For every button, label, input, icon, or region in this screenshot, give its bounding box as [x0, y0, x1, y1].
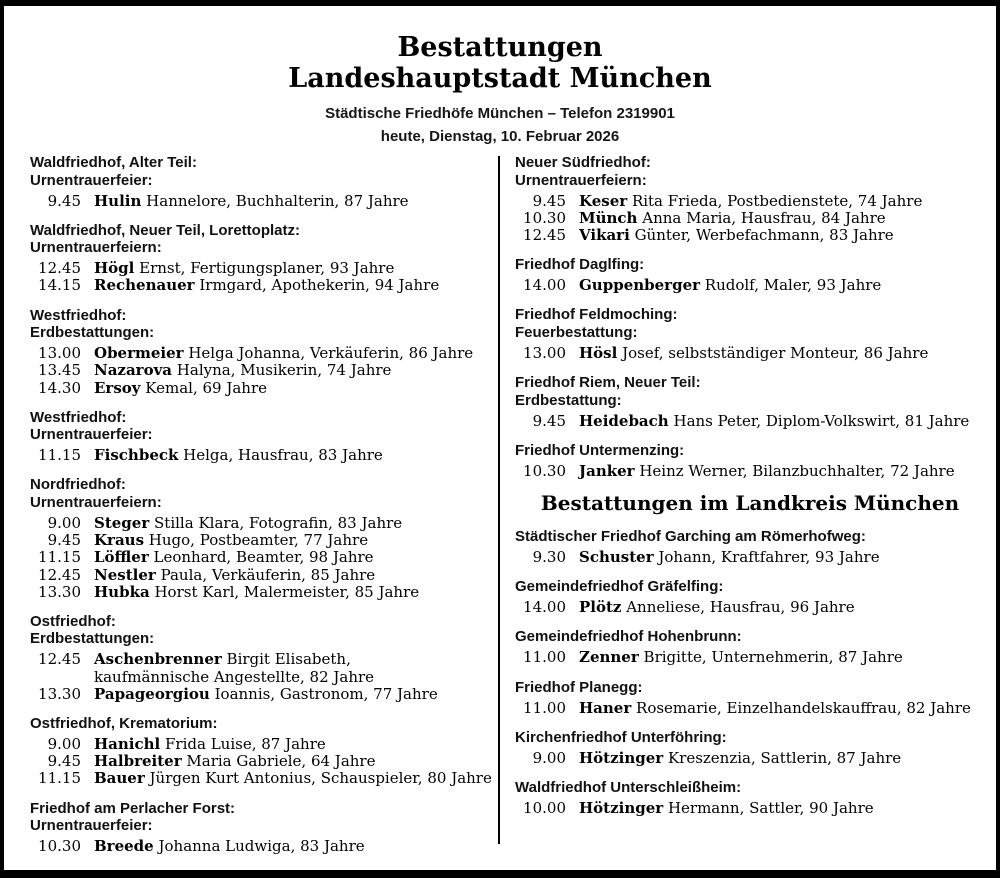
- section-heading-line: Städtischer Friedhof Garching am Römerhofweg:: [515, 527, 866, 545]
- section-heading-line: Friedhof am Perlacher Forst:: [30, 799, 236, 817]
- section-heading-line: Westfriedhof:: [30, 306, 127, 324]
- section-entries: [515, 796, 985, 817]
- entry-time: 9.45: [47, 752, 81, 771]
- section-entries: [515, 746, 985, 767]
- entry-details: Günter, Werbefachmann, 83 Jahre: [634, 225, 894, 244]
- section-heading-line: Waldfriedhof, Alter Teil:: [30, 154, 197, 171]
- cemetery-section: [30, 476, 492, 601]
- section-headings: [30, 154, 492, 189]
- entry-surname: Hötzinger: [579, 748, 664, 767]
- funeral-entry: [30, 584, 492, 601]
- funeral-entry: [30, 532, 492, 549]
- entry-details: Anneliese, Hausfrau, 96 Jahre: [626, 598, 855, 617]
- section-headings: [515, 528, 985, 546]
- section-heading-line: Friedhof Daglfing:: [515, 256, 645, 274]
- entry-details: Johanna Ludwiga, 83 Jahre: [158, 837, 365, 856]
- section-entries: [515, 459, 985, 480]
- section-headings: [515, 578, 985, 596]
- entry-surname: Heidebach: [579, 411, 669, 430]
- cemetery-section: [515, 528, 985, 566]
- entry-details: Birgit Elisabeth,: [226, 650, 351, 669]
- entry-surname: Nestler: [94, 565, 156, 584]
- entry-details: Hugo, Postbeamter, 77 Jahre: [148, 531, 369, 550]
- section-entries: [515, 341, 985, 362]
- cemetery-section: [515, 578, 985, 616]
- entry-details: Ioannis, Gastronom, 77 Jahre: [214, 684, 438, 703]
- section-headings: [515, 374, 985, 409]
- funeral-entry: [30, 770, 492, 787]
- entry-time: 10.30: [38, 837, 81, 856]
- entry-time: 12.45: [38, 650, 81, 669]
- entry-details: Horst Karl, Malermeister, 85 Jahre: [154, 582, 420, 601]
- section-heading-line: Urnentrauerfeier:: [30, 817, 153, 835]
- entry-text: [94, 532, 492, 549]
- section-heading-line: Friedhof Feldmoching:: [515, 306, 678, 324]
- entry-surname: Löffler: [94, 548, 149, 567]
- section-headings: [30, 409, 492, 444]
- funeral-entry: [515, 277, 985, 294]
- entry-time: 9.30: [532, 547, 566, 566]
- section-headings: [30, 307, 492, 342]
- section-heading-line: Westfriedhof:: [30, 408, 127, 426]
- section-headings: [515, 628, 985, 646]
- section-heading-line: Nordfriedhof:: [30, 476, 126, 494]
- entry-time: 13.30: [38, 684, 81, 703]
- entry-text: [94, 584, 492, 601]
- section-entries: [515, 409, 985, 430]
- right-column-city-sections: [515, 154, 985, 480]
- entry-text: [94, 362, 492, 379]
- entry-time: 13.30: [38, 582, 81, 601]
- entry-time: 13.00: [38, 344, 81, 363]
- left-column: [30, 154, 492, 867]
- entry-details: Hans Peter, Diplom-Volkswirt, 81 Jahre: [673, 411, 970, 430]
- entry-surname: Ersoy: [94, 378, 141, 397]
- cemetery-section: [515, 628, 985, 666]
- cemetery-section: [515, 306, 985, 362]
- section-heading-line: Erdbestattung:: [515, 391, 622, 409]
- entry-details: Halyna, Musikerin, 74 Jahre: [176, 361, 392, 380]
- funeral-entry: [515, 463, 985, 480]
- entry-time: 12.45: [523, 225, 566, 244]
- entry-surname: Hubka: [94, 582, 150, 601]
- entry-text: [94, 838, 492, 855]
- entry-surname: Guppenberger: [579, 276, 701, 295]
- section-headings: [515, 779, 985, 797]
- entry-text: [579, 463, 985, 480]
- funeral-entry: [30, 838, 492, 855]
- section-heading-line: Gemeindefriedhof Hohenbrunn:: [515, 628, 742, 646]
- section-heading-line: Waldfriedhof, Neuer Teil, Lorettoplatz:: [30, 221, 300, 239]
- entry-text: [94, 260, 492, 277]
- entry-surname: Kraus: [94, 531, 145, 550]
- entry-details: Anna Maria, Hausfrau, 84 Jahre: [642, 208, 886, 227]
- section-entries: [30, 444, 492, 465]
- cemetery-section: [30, 154, 492, 210]
- section-headings: [515, 256, 985, 274]
- cemetery-section: [515, 256, 985, 294]
- section-entries: [515, 696, 985, 717]
- funeral-entry: [515, 599, 985, 616]
- section-heading-line: Urnentrauerfeiern:: [30, 239, 162, 257]
- right-column-landkreis-sections: [515, 528, 985, 817]
- entry-details: Heinz Werner, Bilanzbuchhalter, 72 Jahre: [639, 461, 955, 480]
- entry-text: [94, 549, 492, 566]
- funeral-entry: [515, 413, 985, 430]
- section-entries: [30, 648, 492, 703]
- cemetery-section: [30, 409, 492, 465]
- section-heading-line: Erdbestattungen:: [30, 630, 155, 648]
- entry-details: Ernst, Fertigungsplaner, 93 Jahre: [139, 259, 395, 278]
- entry-time: 14.00: [523, 598, 566, 617]
- section-headings: [515, 442, 985, 460]
- entry-text: [579, 599, 985, 616]
- entry-details: Hermann, Sattler, 90 Jahre: [667, 798, 874, 817]
- entry-text: [94, 277, 492, 294]
- funeral-entry: [515, 227, 985, 244]
- entry-details: Kemal, 69 Jahre: [145, 378, 267, 397]
- entry-surname: Fischbeck: [94, 446, 179, 465]
- section-entries: [30, 835, 492, 856]
- entry-time: 11.00: [523, 648, 566, 667]
- entry-time: 12.45: [38, 565, 81, 584]
- section-entries: [30, 511, 492, 601]
- subtitle-phone-line: Städtische Friedhöfe München – Telefon 2319901: [325, 105, 675, 122]
- section-entries: [30, 342, 492, 397]
- page-title-line1: Bestattungen: [397, 32, 603, 63]
- entry-time: 14.30: [38, 378, 81, 397]
- cemetery-section: [30, 307, 492, 397]
- entry-surname: Obermeier: [94, 344, 184, 363]
- entry-text: [94, 193, 492, 210]
- entry-surname: Vikari: [579, 225, 630, 244]
- entry-time: 9.00: [47, 735, 81, 754]
- entry-surname: Aschenbrenner: [94, 650, 222, 669]
- entry-text: [94, 686, 492, 703]
- funeral-entry: [30, 736, 492, 753]
- funeral-entry: [515, 750, 985, 767]
- right-column: [515, 154, 985, 829]
- funeral-entry: [30, 447, 492, 464]
- section-entries: [30, 733, 492, 788]
- entry-surname: Janker: [579, 461, 635, 480]
- entry-text: [579, 345, 985, 362]
- section-heading-line: Ostfriedhof, Krematorium:: [30, 715, 218, 733]
- funeral-entry: [30, 753, 492, 770]
- section-entries: [515, 545, 985, 566]
- entry-text: [579, 193, 985, 210]
- entry-details: Maria Gabriele, 64 Jahre: [186, 752, 376, 771]
- landkreis-section-title: Bestattungen im Landkreis München: [540, 490, 960, 515]
- section-heading-line: Urnentrauerfeiern:: [30, 493, 162, 511]
- entry-details: Frida Luise, 87 Jahre: [165, 735, 326, 754]
- entry-text: [579, 277, 985, 294]
- funeral-entry: [515, 649, 985, 666]
- entry-text: [94, 753, 492, 770]
- entry-time: 13.00: [523, 343, 566, 362]
- entry-time: 11.15: [38, 769, 81, 788]
- cemetery-section: [515, 374, 985, 430]
- section-heading-line: Waldfriedhof Unterschleißheim:: [515, 778, 742, 796]
- entry-time: 9.00: [532, 748, 566, 767]
- funeral-entry: [30, 362, 492, 379]
- entry-details: Josef, selbstständiger Monteur, 86 Jahre: [622, 343, 929, 362]
- entry-time: 14.15: [38, 276, 81, 295]
- page-subheader: [4, 102, 996, 148]
- section-entries: [515, 596, 985, 617]
- section-entries: [30, 257, 492, 295]
- entry-surname: Zenner: [579, 648, 639, 667]
- entry-text: [579, 210, 985, 227]
- page-header: [4, 32, 996, 148]
- entry-time: 12.45: [38, 259, 81, 278]
- section-headings: [30, 715, 492, 733]
- section-entries: [30, 189, 492, 210]
- section-entries: [515, 646, 985, 667]
- date-line: heute, Dienstag, 10. Februar 2026: [380, 128, 620, 145]
- entry-surname: Plötz: [579, 598, 622, 617]
- cemetery-section: [30, 222, 492, 295]
- entry-details: Irmgard, Apothekerin, 94 Jahre: [199, 276, 440, 295]
- entry-surname: Breede: [94, 837, 154, 856]
- funeral-entry: [30, 651, 492, 685]
- entry-time: 9.45: [532, 191, 566, 210]
- entry-surname: Steger: [94, 513, 150, 532]
- entry-surname: Schuster: [579, 547, 654, 566]
- entry-surname: Papageorgiou: [94, 684, 210, 703]
- section-heading-line: Urnentrauerfeiern:: [515, 171, 647, 189]
- column-divider-rule: [498, 156, 500, 844]
- entry-surname: Keser: [579, 191, 628, 210]
- section-heading-line: Gemeindefriedhof Gräfelfing:: [515, 578, 724, 596]
- entry-details: Hannelore, Buchhalterin, 87 Jahre: [146, 191, 409, 210]
- entry-time: 10.00: [523, 798, 566, 817]
- section-headings: [515, 306, 985, 341]
- section-heading-line: Urnentrauerfeier:: [30, 426, 153, 444]
- entry-details: Stilla Klara, Fotografin, 83 Jahre: [154, 513, 403, 532]
- funeral-entry: [515, 345, 985, 362]
- section-heading-line: Friedhof Untermenzing:: [515, 441, 685, 459]
- entry-time: 9.45: [47, 531, 81, 550]
- funeral-entry: [515, 193, 985, 210]
- entry-details: Rita Frieda, Postbedienstete, 74 Jahre: [631, 191, 923, 210]
- entry-surname: Hötzinger: [579, 798, 664, 817]
- entry-text: [94, 447, 492, 464]
- section-headings: [515, 679, 985, 697]
- entry-surname: Halbreiter: [94, 752, 182, 771]
- cemetery-section: [30, 715, 492, 788]
- section-heading-line: Ostfriedhof:: [30, 612, 116, 630]
- cemetery-section: [515, 442, 985, 480]
- entry-text: [94, 770, 492, 787]
- entry-time: 10.30: [523, 208, 566, 227]
- section-headings: [30, 613, 492, 648]
- funeral-entry: [30, 515, 492, 532]
- cemetery-section: [515, 679, 985, 717]
- funeral-entry: [515, 549, 985, 566]
- entry-time: 11.15: [38, 446, 81, 465]
- entry-text: [579, 800, 985, 817]
- entry-surname: Högl: [94, 259, 135, 278]
- entry-details: Brigitte, Unternehmerin, 87 Jahre: [643, 648, 903, 667]
- entry-text: [94, 736, 492, 753]
- entry-text: [94, 345, 492, 362]
- section-heading-line: Friedhof Riem, Neuer Teil:: [515, 374, 701, 392]
- funeral-entry: [30, 567, 492, 584]
- entry-text: [94, 651, 492, 685]
- entry-text: [579, 750, 985, 767]
- entry-text: [579, 649, 985, 666]
- entry-surname: Nazarova: [94, 361, 173, 380]
- entry-time: 13.45: [38, 361, 81, 380]
- entry-surname: Bauer: [94, 769, 145, 788]
- entry-time: 14.00: [523, 276, 566, 295]
- cemetery-section: [30, 800, 492, 856]
- section-heading-line: Urnentrauerfeier:: [30, 171, 153, 189]
- entry-text: [579, 227, 985, 244]
- funeral-entry: [30, 549, 492, 566]
- page-title-line2: Landeshauptstadt München: [288, 63, 712, 94]
- cemetery-section: [30, 613, 492, 703]
- entry-time: 11.15: [38, 548, 81, 567]
- entry-details: Rosemarie, Einzelhandelskauffrau, 82 Jahre: [636, 698, 971, 717]
- entry-surname: Hanichl: [94, 735, 161, 754]
- entry-surname: Münch: [579, 208, 638, 227]
- section-heading-line: Friedhof Planegg:: [515, 678, 643, 696]
- section-headings: [30, 222, 492, 257]
- entry-text: [579, 549, 985, 566]
- funeral-entry: [30, 260, 492, 277]
- section-heading-line: Neuer Südfriedhof:: [515, 154, 651, 171]
- section-heading-line: Kirchenfriedhof Unterföhring:: [515, 728, 727, 746]
- funeral-entry: [515, 700, 985, 717]
- section-headings: [515, 729, 985, 747]
- section-headings: [515, 154, 985, 189]
- entry-time: 11.00: [523, 698, 566, 717]
- entry-details: Helga Johanna, Verkäuferin, 86 Jahre: [188, 344, 474, 363]
- entry-details: Paula, Verkäuferin, 85 Jahre: [160, 565, 376, 584]
- entry-time: 9.45: [47, 191, 81, 210]
- section-heading-line: Erdbestattungen:: [30, 324, 155, 342]
- entry-surname: Hösl: [579, 343, 618, 362]
- entry-surname: Haner: [579, 698, 632, 717]
- section-entries: [515, 189, 985, 244]
- cemetery-section: [515, 779, 985, 817]
- entry-details: Johann, Kraftfahrer, 93 Jahre: [658, 547, 880, 566]
- entry-details-continuation: kaufmännische Angestellte, 82 Jahre: [94, 667, 375, 686]
- funeral-entry: [30, 686, 492, 703]
- section-headings: [30, 800, 492, 835]
- entry-text: [94, 567, 492, 584]
- entry-text: [579, 413, 985, 430]
- entry-details: Jürgen Kurt Antonius, Schauspieler, 80 Jahre: [149, 769, 492, 788]
- entry-time: 9.45: [532, 411, 566, 430]
- funeral-entry: [30, 277, 492, 294]
- cemetery-section: [515, 154, 985, 244]
- entry-text: [94, 515, 492, 532]
- entry-details: Kreszenzia, Sattlerin, 87 Jahre: [667, 748, 902, 767]
- section-entries: [515, 274, 985, 295]
- section-heading-line: Feuerbestattung:: [515, 323, 638, 341]
- entry-time: 10.30: [523, 461, 566, 480]
- funeral-entry: [30, 193, 492, 210]
- section-headings: [30, 476, 492, 511]
- entry-time: 9.00: [47, 513, 81, 532]
- entry-text: [579, 700, 985, 717]
- funeral-entry: [515, 210, 985, 227]
- funeral-entry: [30, 345, 492, 362]
- entry-surname: Hulin: [94, 191, 142, 210]
- entry-details: Rudolf, Maler, 93 Jahre: [704, 276, 882, 295]
- cemetery-section: [515, 729, 985, 767]
- funeral-entry: [30, 380, 492, 397]
- entry-surname: Rechenauer: [94, 276, 195, 295]
- entry-text: [94, 380, 492, 397]
- funeral-entry: [515, 800, 985, 817]
- entry-details: Leonhard, Beamter, 98 Jahre: [153, 548, 374, 567]
- entry-details: Helga, Hausfrau, 83 Jahre: [183, 446, 383, 465]
